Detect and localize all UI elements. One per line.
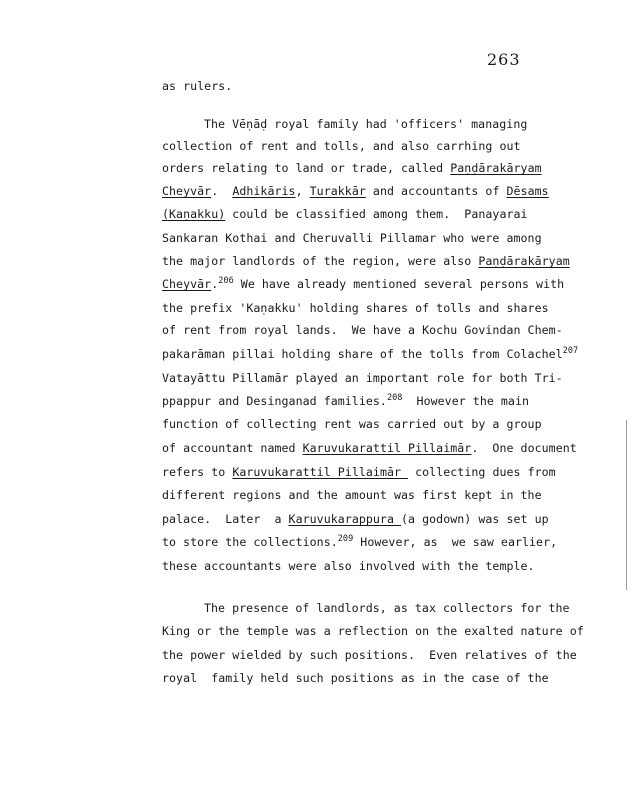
text-segment: refers to <box>162 465 233 479</box>
underlined-term: Adhikāris <box>232 184 296 198</box>
underlined-term: Paṇḍārakāryam <box>478 254 570 268</box>
text-segment: the power wielded by such positions. Even relatives of the <box>162 648 577 662</box>
text-line <box>204 600 570 616</box>
text-segment: . One document <box>471 441 577 455</box>
text-line <box>162 393 529 409</box>
text-segment: of accountant named <box>162 441 303 455</box>
text-segment: to store the collections. <box>162 535 338 549</box>
text-segment: function of collecting rent was carried out by a group <box>162 417 542 431</box>
text-line <box>162 206 528 222</box>
text-line <box>162 230 542 246</box>
text-segment: Sankaran Kothai and Cheruvalli Pillamar who were among <box>162 231 542 245</box>
text-line <box>162 276 564 292</box>
text-line <box>162 322 563 338</box>
text-segment: . <box>211 184 233 198</box>
underlined-term: Karuvukarattil Pillaimār <box>302 441 472 455</box>
text-segment: collecting dues from <box>408 465 556 479</box>
text-segment: However the main <box>402 394 530 408</box>
text-line <box>162 647 577 663</box>
scan-edge-mark <box>626 420 627 590</box>
text-line <box>162 416 542 432</box>
text-segment: Vatayāttu Pillamār played an important role for both Tri- <box>162 371 563 385</box>
text-line <box>162 300 549 316</box>
text-segment: and accountants of <box>365 184 507 198</box>
text-segment: orders relating to land or trade, called <box>162 161 451 175</box>
text-line <box>162 78 232 94</box>
underlined-term: Karuvukarattil Pillaimār <box>232 465 409 479</box>
text-line <box>162 464 556 480</box>
text-line <box>162 370 563 386</box>
text-segment: The Vēṇāḍ royal family had 'officers' managing <box>204 117 528 131</box>
text-segment: the major landlords of the region, were also <box>162 254 479 268</box>
text-segment: pakarāman pillai holding share of the tolls from Colachel <box>162 347 563 361</box>
text-segment: , <box>295 184 310 198</box>
underlined-term: Karuvukarappura <box>288 512 402 526</box>
text-segment: The presence of landlords, as tax collectors for the <box>204 601 570 615</box>
text-line <box>204 116 527 132</box>
text-segment: ppappur and Desinganad families. <box>162 394 387 408</box>
underlined-term: Dēsams <box>506 184 549 198</box>
footnote-ref: 208 <box>386 393 403 403</box>
underlined-term: Paṇḍārakāryam <box>450 161 542 175</box>
text-line <box>162 623 584 639</box>
underlined-term: Cheyvār <box>162 184 212 198</box>
footnote-ref: 209 <box>337 534 354 544</box>
text-line <box>162 487 542 503</box>
footnote-ref: 207 <box>562 346 579 356</box>
text-line <box>162 183 549 199</box>
text-segment: . <box>211 277 219 291</box>
text-segment: different regions and the amount was first kept in the <box>162 488 542 502</box>
page-number: 263 <box>487 50 521 69</box>
text-segment: (a godown) was set up <box>401 512 549 526</box>
text-line <box>162 534 557 550</box>
text-line <box>162 138 521 154</box>
text-segment: collection of rent and tolls, and also carrhing out <box>162 139 521 153</box>
text-segment: could be classified among them. Panayarai <box>225 207 528 221</box>
text-segment: However, as we saw earlier, <box>353 535 558 549</box>
text-segment: these accountants were also involved with the temple. <box>162 559 535 573</box>
text-segment: of rent from royal lands. We have a Kochu Govindan Chem- <box>162 323 563 337</box>
text-segment: King or the temple was a reflection on the exalted nature of <box>162 624 584 638</box>
underlined-term: Cheyvār <box>162 277 212 291</box>
text-segment: We have already mentioned several persons with <box>233 277 565 291</box>
underlined-term: Turakkār <box>309 184 366 198</box>
text-segment: palace. Later a <box>162 512 289 526</box>
underlined-term: (Kaṇakku) <box>162 207 226 221</box>
text-line <box>162 558 535 574</box>
text-line <box>162 253 570 269</box>
text-line <box>162 670 549 686</box>
text-line <box>162 511 549 527</box>
text-line <box>162 160 542 176</box>
text-line <box>162 346 578 362</box>
text-segment: as rulers. <box>162 79 233 93</box>
text-segment: royal family held such positions as in the case of the <box>162 671 549 685</box>
text-line <box>162 440 577 456</box>
text-segment: the prefix 'Kaṇakku' holding shares of tolls and shares <box>162 301 549 315</box>
footnote-ref: 206 <box>218 276 234 286</box>
